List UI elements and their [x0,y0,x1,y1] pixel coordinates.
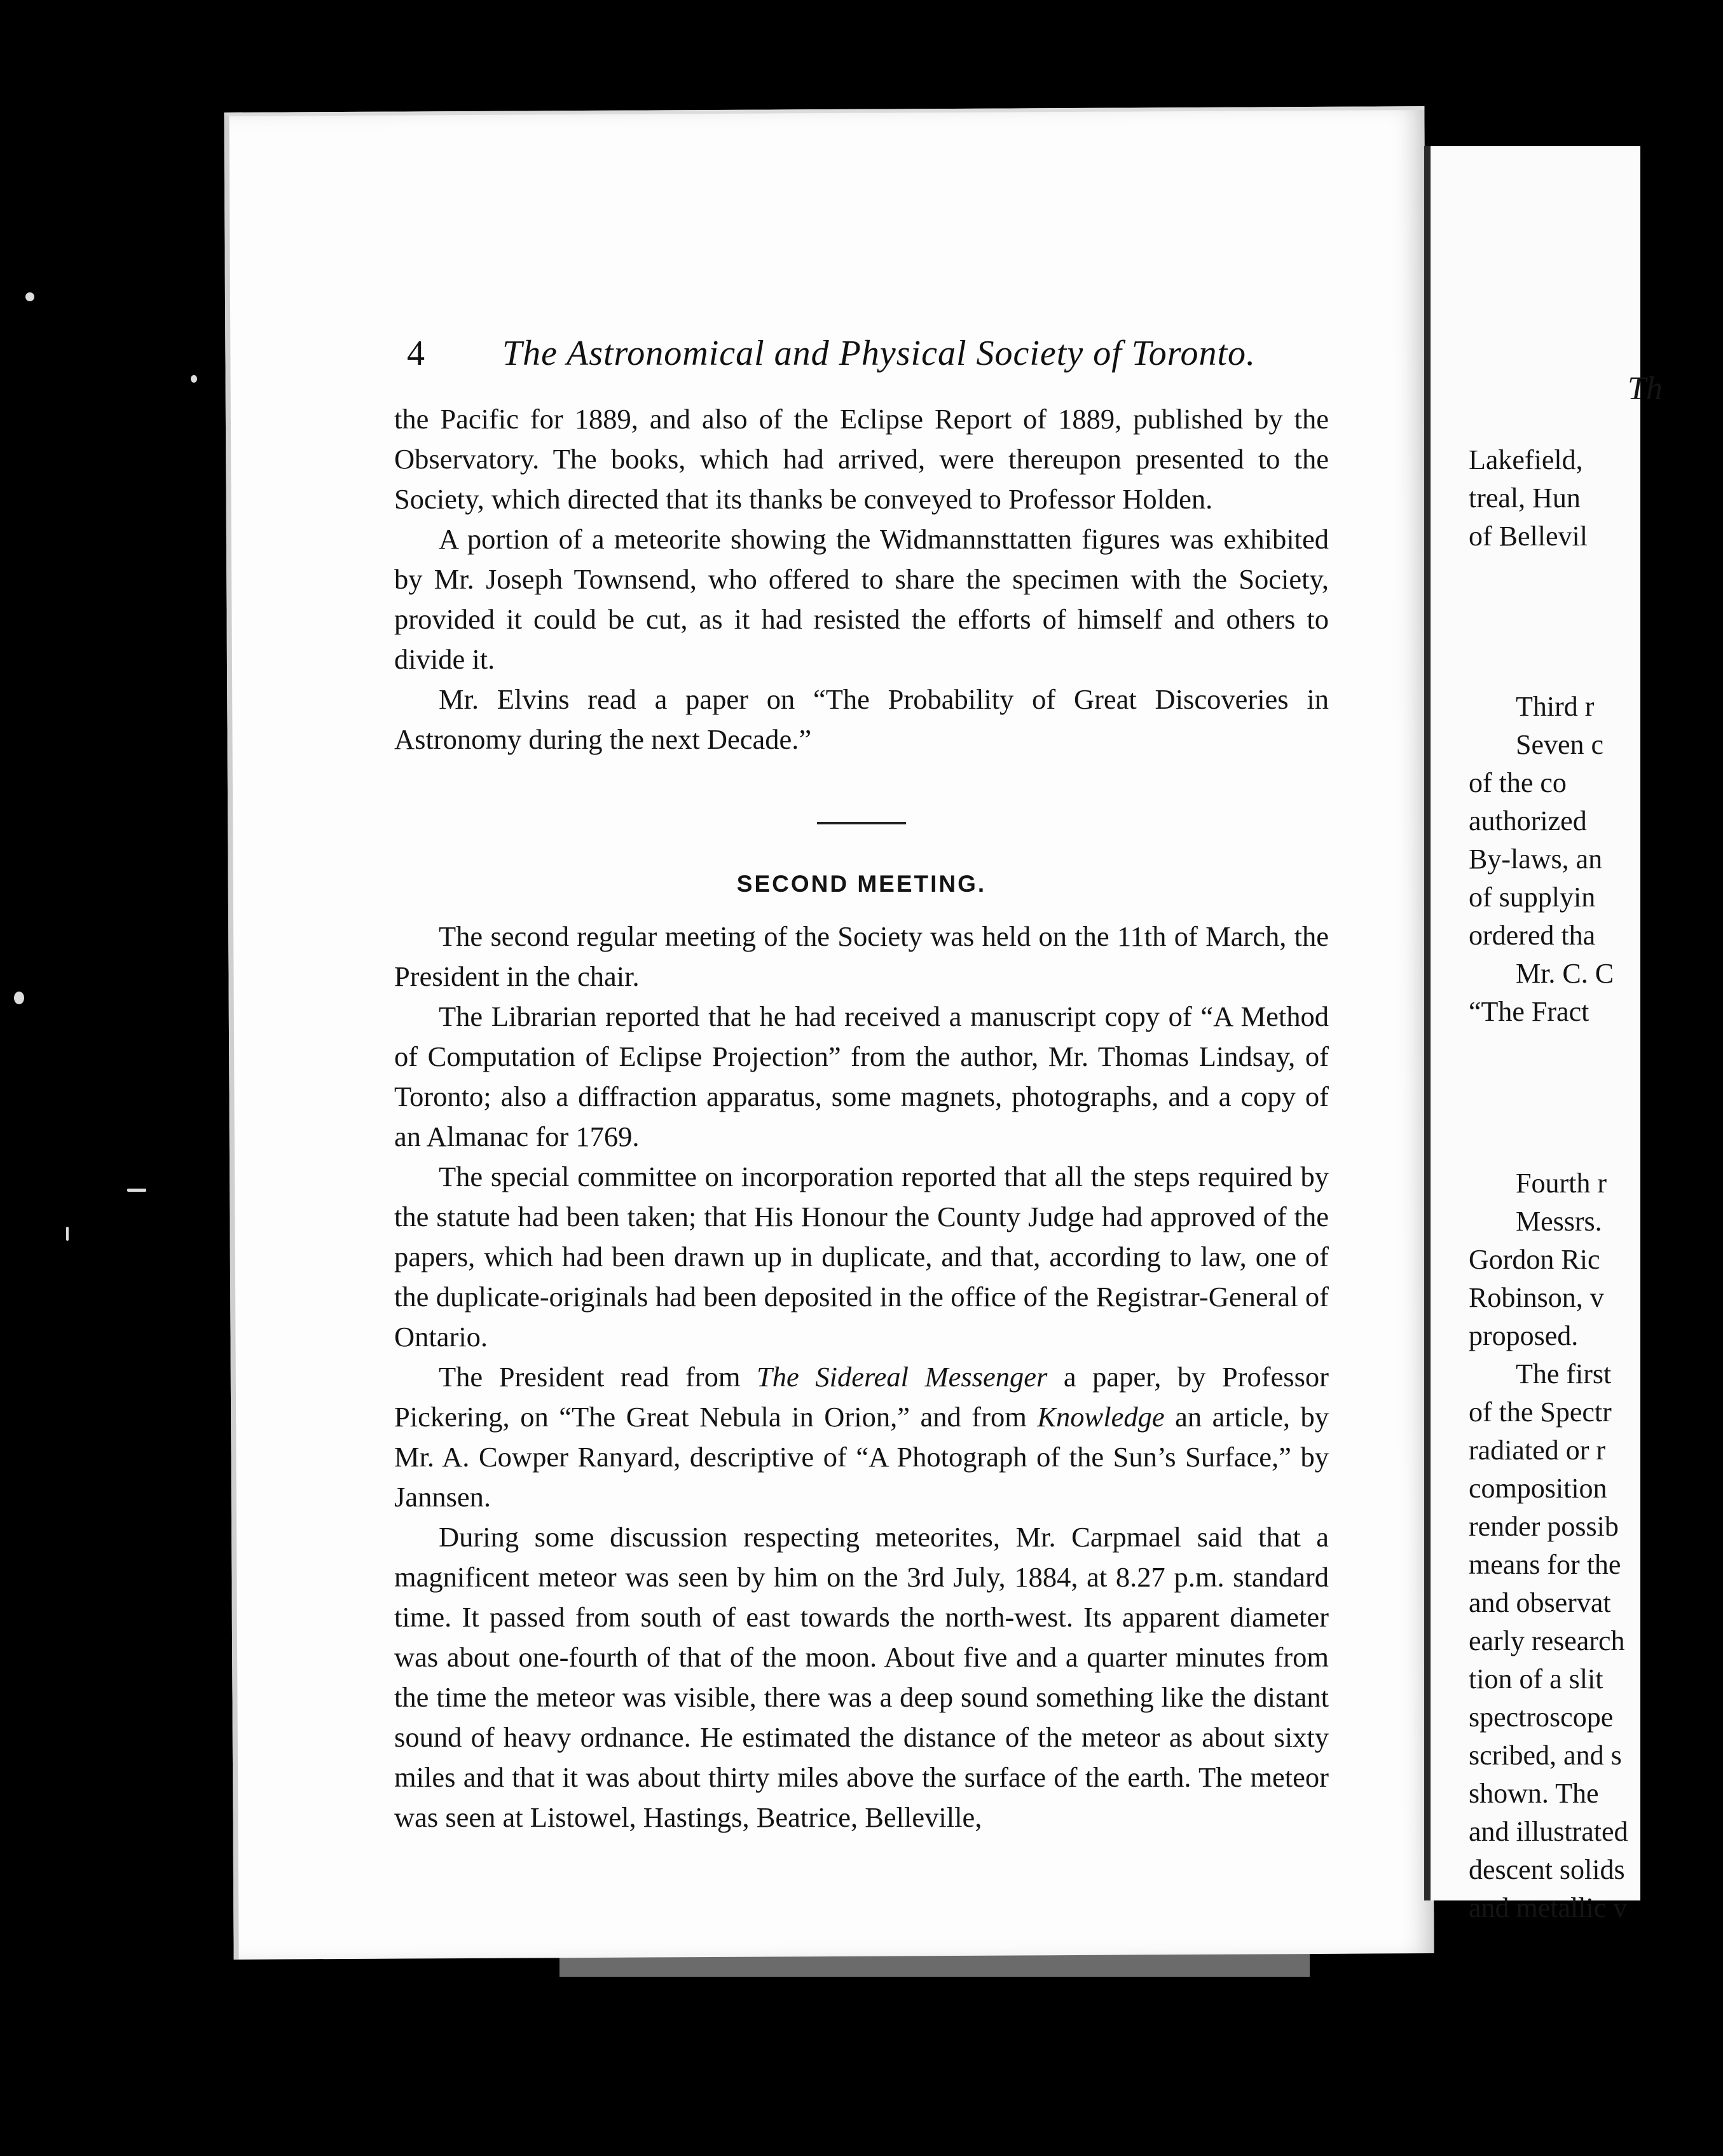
paragraph: A portion of a meteorite showing the Widmannsttatten figures was exhibited by Mr. Joseph Townsend, who offered to share the specimen with the Society, provided it could be cut, as it had resisted the efforts of himself and others to divide it. [394,523,1329,675]
text-line: of Bellevil [1469,521,1588,552]
page-number: 4 [407,334,425,373]
paragraph: The second regular meeting of the Society was held on the 11th of March, the President in the chair. [394,920,1329,992]
text-line: composition [1469,1473,1607,1504]
paragraph: Mr. Elvins read a paper on “The Probability of Great Discoveries in Astronomy during the next Decade.” [394,683,1329,755]
body-text [394,399,1329,1838]
running-title: The Astronomical and Physical Society of Toronto. [502,334,1256,373]
paragraph: The special committee on incorporation reported that all the steps required by the statute had been taken; that His Honour the County Judge had approved of the papers, which had been drawn up in duplicate, and that, according to law, one of the duplicate-originals had been deposited in the office of the Registrar-General of Ontario. [394,1161,1329,1353]
text-line: and observat [1469,1587,1611,1618]
text-line: Lakefield, [1469,444,1583,475]
dust-speck [14,992,24,1004]
text-line: scribed, and s [1469,1740,1622,1771]
text-line: ordered tha [1469,920,1596,951]
text-line: of supplyin [1469,882,1596,913]
text-line: of the co [1469,767,1567,798]
paragraph: During some discussion respecting meteorites, Mr. Carpmael said that a magnificent meteor was seen by him on the 3rd July, 1884, at 8.27 p.m. standard time. It passed from south of east towards the north-west. Its apparent diameter was about one-fourth of that of the moon. About five and a quarter minutes from the time the meteor was visible, there was a deep sound something like the distant sound of heavy ordnance. He estimated the distance of the meteor as about sixty miles and that it was about thirty miles above the surface of the earth. The meteor was seen at Listowel, Hastings, Beatrice, Belleville, [394,1521,1329,1833]
text-line: spectroscope [1469,1702,1614,1733]
text-line: of the Spectr [1469,1396,1612,1428]
paragraph: The Librarian reported that he had received a manuscript copy of “A Method of Computation of Eclipse Projection” from the author, Mr. Thomas Lindsay, of Toronto; also a diffraction apparatus, some magnets, photographs, and a copy of an Almanac for 1769. [394,1000,1329,1152]
text-line: radiated or r [1469,1435,1605,1466]
text-line: and metallic v [1469,1892,1628,1923]
running-title-fragment: Th [1628,371,1663,407]
paragraph [394,1357,1329,1517]
text-line: tion of a slit [1469,1663,1603,1695]
text-line: descent solids [1469,1854,1625,1885]
dust-speck [127,1189,146,1192]
text-line: means for the [1469,1549,1621,1580]
text-line: render possib [1469,1511,1619,1542]
text-line: Mr. C. C [1516,958,1614,989]
paragraph: the Pacific for 1889, and also of the Eclipse Report of 1889, published by the Observatory. The books, which had arrived, were thereupon presented to the Society, which directed that its thanks be conveyed to Professor Holden. [394,403,1329,515]
text-line: The first [1516,1358,1612,1389]
section-divider [817,822,906,824]
right-page [1424,146,1663,1923]
text-line: authorized [1469,805,1587,836]
text-line: Seven c [1516,729,1604,760]
section-heading: SECOND MEETING. [736,871,987,897]
text-line: early research [1469,1625,1625,1656]
text-line: and illustrated [1469,1816,1628,1847]
text-line: Robinson, v [1469,1282,1604,1313]
text-line: Gordon Ric [1469,1244,1600,1275]
publication-title: The Sidereal Messenger [757,1361,1048,1393]
dust-speck [66,1227,69,1241]
text-line: proposed. [1469,1320,1579,1351]
text-line: shown. The [1469,1778,1599,1809]
text-run: a paper, by Professor Pickering, on “The Great Nebula in Orion,” and from [394,1361,1329,1433]
running-head [407,333,1335,384]
text-line: By-laws, an [1469,843,1603,875]
publication-title: Knowledge [1037,1401,1165,1433]
text-run: an article, by Mr. A. Cowper Ranyard, descriptive of “A Photograph of the Sun’s Surface,” by Jannsen. [394,1401,1329,1513]
text-line: Fourth r [1516,1168,1607,1199]
text-line: Messrs. [1516,1206,1602,1237]
text-line: Third r [1516,691,1595,722]
dust-speck [25,292,34,301]
text-line: treal, Hun [1469,482,1581,514]
dust-speck [191,375,197,383]
text-run: The President read from [439,1361,757,1393]
text-line: “The Fract [1469,996,1589,1027]
